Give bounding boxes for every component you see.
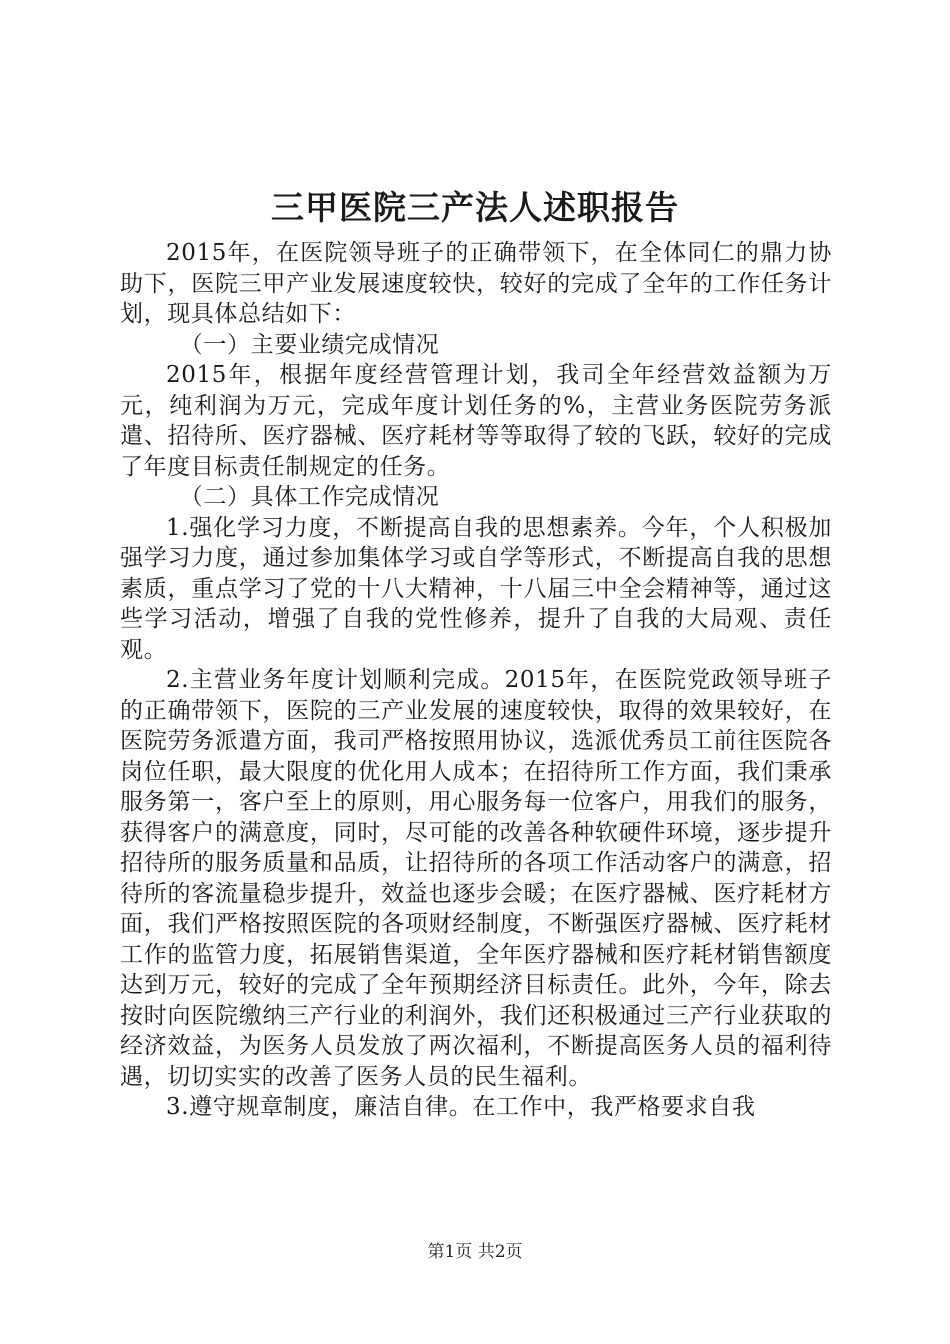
page-footer: 第1页 共2页 (427, 1242, 523, 1262)
section-heading-1: （一）主要业绩完成情况 (179, 331, 440, 358)
paragraph-performance: 2015年，根据年度经营管理计划，我司全年经营效益额为万元，纯利润为万元，完成年度计划任务的%，主营业务医院劳务派遣、招待所、医疗器械、医疗耗材等等取得了较的飞跃，较好的完成了年度目标责任制规定的任务。 (120, 362, 832, 480)
section-heading-2: （二）具体工作完成情况 (179, 484, 440, 510)
paragraph-item-3: 3.遵守规章制度，廉洁自律。在工作中，我严格要求自我 (166, 1094, 756, 1120)
document-title: 三甲医院三产法人述职报告 (271, 188, 679, 227)
paragraph-intro: 2015年，在医院领导班子的正确带领下，在全体同仁的鼎力协助下，医院三甲产业发展速度较快，较好的完成了全年的工作任务计划，现具体总结如下： (120, 240, 832, 327)
paragraph-item-1: 1.强化学习力度，不断提高自我的思想素养。今年，个人积极加强学习力度，通过参加集体学习或自学等形式，不断提高自我的思想素质，重点学习了党的十八大精神，十八届三中全会精神等，通过这些学习活动，增强了自我的党性修养，提升了自我的大局观、责任观。 (120, 514, 832, 663)
document-body (120, 238, 832, 1123)
paragraph-item-2: 2.主营业务年度计划顺利完成。2015年，在医院党政领导班子的正确带领下，医院的三产业发展的速度较快，取得的效果较好，在医院劳务派遣方面，我司严格按照用协议，选派优秀员工前往医院各岗位任职，最大限度的优化用人成本；在招待所工作方面，我们秉承服务第一，客户至上的原则，用心服务每一位客户，用我们的服务，获得客户的满意度，同时，尽可能的改善各种软硬件环境，逐步提升招待所的服务质量和品质，让招待所的各项工作活动客户的满意，招待所的客流量稳步提升，效益也逐步会暖；在医疗器械、医疗耗材方面，我们严格按照医院的各项财经制度，不断强医疗器械、医疗耗材工作的监管力度，拓展销售渠道，全年医疗器械和医疗耗材销售额度达到万元，较好的完成了全年预期经济目标责任。此外，今年，除去按时向医院缴纳三产行业的利润外，我们还积极通过三产行业获取的经济效益，为医务人员发放了两次福利，不断提高医务人员的福利待遇，切切实实的改善了医务人员的民生福利。 (120, 667, 832, 1090)
